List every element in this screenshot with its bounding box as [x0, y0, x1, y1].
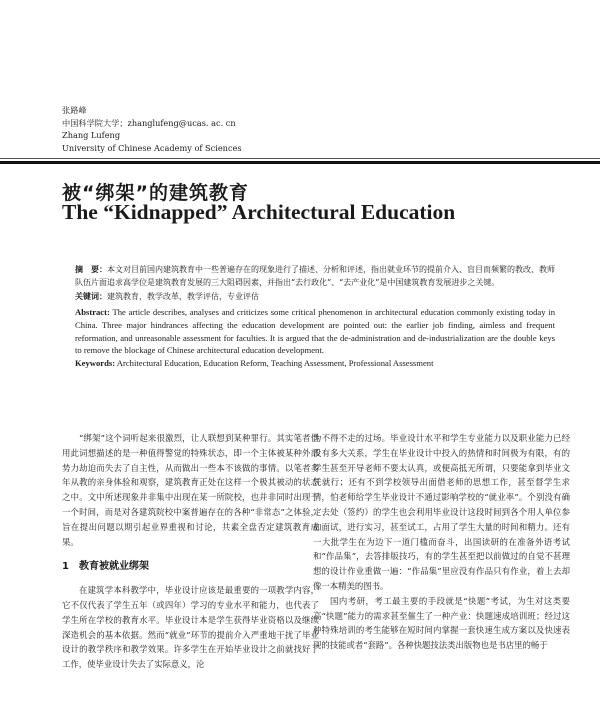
keywords-en-label: Keywords: — [75, 358, 116, 369]
abstract-en-label: Abstract: — [75, 306, 110, 317]
header-divider-thick — [0, 161, 600, 164]
body-paragraph: 在建筑学本科教学中，毕业设计应该是最重要的一项教学内容，它不仅代表了学生五年（或四年）学习的专业水平和能力，也代表了学生所在学校的教育水平。毕业设计本是学生获得毕业资格以及继续深造机会的基本依据。然而“就业”环节的提前介入严重地干扰了毕业设计的教学秩序和教学效果。许多学生在开始毕业设计之前就找好了工作，使毕业设计失去了实际意义，沦 — [62, 585, 319, 670]
keywords-en — [75, 357, 555, 370]
section-number: 1 — [62, 561, 69, 573]
header-divider-thin — [0, 158, 600, 159]
author-block — [62, 104, 242, 154]
author-affiliation-en: University of Chinese Academy of Sciences — [62, 142, 242, 153]
abstract-cn-label: 摘 要： — [75, 264, 107, 274]
author-affiliation-cn: 中国科学院大学；zhanglufeng@ucas. ac. cn — [62, 117, 236, 128]
body-paragraph: 国内考研，考工最主要的手段就是“快题”考试，为生对这类要高“快题”能力的需求甚至催生了一种产业：快题速成培训班；经过这种特殊培训的考生能够在短时间内掌握一套快速生成方案以及快速表现的技能或者“套路”。各种快题技法类出版物也是书店里的畅于 — [313, 595, 570, 651]
body-paragraph: 为不得不走的过场。毕业设计水平和学生专业能力以及职业能力已经没有多大关系，学生在毕业设计中投入的热情和时间极为有限，有的学生甚至开导老师不要太认真，或便高抵无所谓，只要能拿到毕业文凭就行；还有不到学校领导出面借老师的思想工作，甚至督学生求情，怕老师给学生毕业设计不通过影响学校的“就业率”。个别没有确定去处（签约）的学生也会利用毕业设计这段时间到各个用人单位参加面试，进行实习，甚至试工，占用了学生大量的时间和精力。还有一大批学生在为边下一道门槛而奋斗，出国读研的在准备外语考试和“作品集”，去答排版技巧，有的学生甚至把以前做过的自觉不甚理想的设计作业重做一遍：“作品集”里应没有作品只有作业，着上去却像一本精美的图书。 — [313, 433, 570, 591]
author-name-cn: 张路峰 — [62, 105, 87, 115]
keywords-en-text: Architectural Education, Education Reform, Teaching Assessment, Professional Assessment — [116, 358, 434, 369]
section-heading — [62, 560, 319, 575]
title-en: The “Kidnapped” Architectural Education — [62, 200, 456, 224]
abstract-en-text: The article describes, analyses and criticizes some critical phenomenon in architectural education commonly existing today in China. Three major hindrances affecting the education development are pointed out: the earlier job finding, aimless and frequent reformation, and unreasonable assessment for faculties. It is argued that the de-administration and de-industrialization are the double keys to remove the blockage of Chinese architectural education development. — [75, 306, 555, 356]
body-paragraph: “绑架”这个词听起来很激烈，让人联想到某种罪行。其实笔者借用此词想描述的是一种值得警觉的特殊状态，即一个主体被某种外部势力劫迫而失去了自主性，从而做出一些本不该做的事情。以笔者多年从教的亲身体验和观察，建筑教育正处在这样一个极其被动的状态之中。文中所述现象并非集中出现在某一所院校，也并非同时出现于一个时间，而是对各建筑院校中案普遍存在的各种“非常态”之体验，旨在提出问题以期引起业界重视和讨论，共素全盘否定建筑教育成果。 — [62, 433, 319, 547]
keywords-cn-label: 关键词： — [75, 290, 107, 301]
author-name-en: Zhang Lufeng — [62, 130, 121, 141]
abstract-block — [75, 263, 555, 370]
keywords-cn-text: 建筑教育，教学改革，教学评估，专业评估 — [107, 291, 259, 301]
body-column-right — [313, 431, 570, 653]
body-column-left — [62, 431, 319, 672]
abstract-cn-text: 本文对目前国内建筑教育中一些普遍存在的现象进行了描述、分析和评述，指出就业环节的提前介入、盲目而频繁的教改、教师队伍片面追求高学位是建筑教育发展的三大阻碍因素，并指出“去行政化”、“去产业化”是中国建筑教育发展进步之关键。 — [75, 265, 555, 287]
keywords-cn — [75, 290, 555, 304]
abstract-cn — [75, 263, 555, 290]
title-cn: 被“绑架”的建筑教育 — [62, 182, 249, 204]
abstract-en — [75, 306, 555, 358]
section-title: 教育被就业绑架 — [78, 561, 149, 573]
